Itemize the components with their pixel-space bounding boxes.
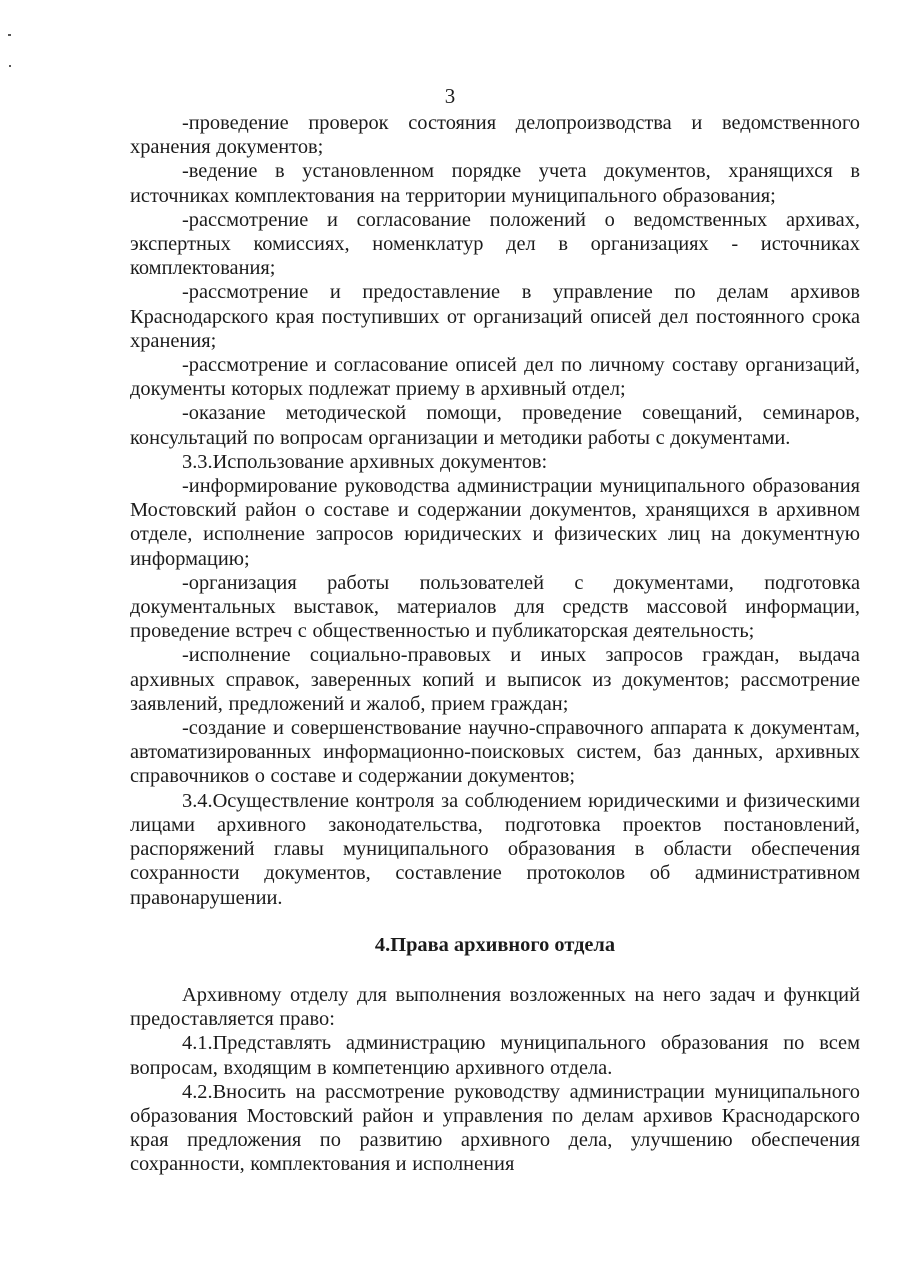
- paragraph: -рассмотрение и предоставление в управление по делам архивов Краснодарского края поступивших от организаций описей дел постоянного срока хранения;: [130, 281, 860, 352]
- paragraph: -исполнение социально-правовых и иных запросов граждан, выдача архивных справок, заверенных копий и выписок из документов; рассмотрение заявлений, предложений и жалоб, прием граждан;: [130, 644, 860, 715]
- scan-speck: [9, 65, 11, 67]
- scan-speck: [8, 34, 11, 36]
- subsection-title: 3.3.Использование архивных документов:: [182, 450, 548, 473]
- paragraph: Архивному отделу для выполнения возложенных на него задач и функций предоставляется право:: [130, 983, 860, 1031]
- paragraph: -проведение проверок состояния делопроизводства и ведомственного хранения документов;: [130, 112, 860, 159]
- paragraph: 4.2.Вносить на рассмотрение руководству администрации муниципального образования Мостовский район и управления по делам архивов Краснодарского края предложения по развитию архивного дела, улучшению обеспечения сохранности, комплектования и исполнения: [130, 1080, 860, 1176]
- paragraph: -рассмотрение и согласование описей дел по личному составу организаций, документы которых подлежат приему в архивный отдел;: [130, 354, 860, 401]
- paragraph: 4.1.Представлять администрацию муниципального образования по всем вопросам, входящим в компетенцию архивного отдела.: [130, 1032, 860, 1079]
- document-body: [130, 111, 860, 1177]
- paragraph: -ведение в установленном порядке учета документов, хранящихся в источниках комплектования на территории муниципального образования;: [130, 160, 860, 207]
- paragraph: -создание и совершенствование научно-справочного аппарата к документам, автоматизированных информационно-поисковых систем, баз данных, архивных справочников о составе и содержании документов;: [130, 717, 860, 788]
- page-number: 3: [444, 84, 456, 108]
- paragraph: -информирование руководства администрации муниципального образования Мостовский район о составе и содержании документов, хранящихся в архивном отделе, исполнение запросов юридических и физических лиц на документную информацию;: [130, 475, 860, 570]
- paragraph: -оказание методической помощи, проведение совещаний, семинаров, консультаций по вопросам организации и методики работы с документами.: [130, 402, 860, 449]
- paragraph: 3.4.Осуществление контроля за соблюдением юридическими и физическими лицами архивного законодательства, подготовка проектов постановлений, распоряжений главы муниципального образования в области обеспечения сохранности документов, составление протоколов об административном правонарушении.: [130, 789, 860, 909]
- paragraph: -рассмотрение и согласование положений о ведомственных архивах, экспертных комиссиях, номенклатур дел в организациях - источниках комплектования;: [130, 208, 860, 280]
- section-heading: 4.Права архивного отдела: [374, 933, 616, 956]
- paragraph: -организация работы пользователей с документами, подготовка документальных выставок, материалов для средств массовой информации, проведение встреч с общественностью и публикаторская деятельность;: [130, 571, 860, 643]
